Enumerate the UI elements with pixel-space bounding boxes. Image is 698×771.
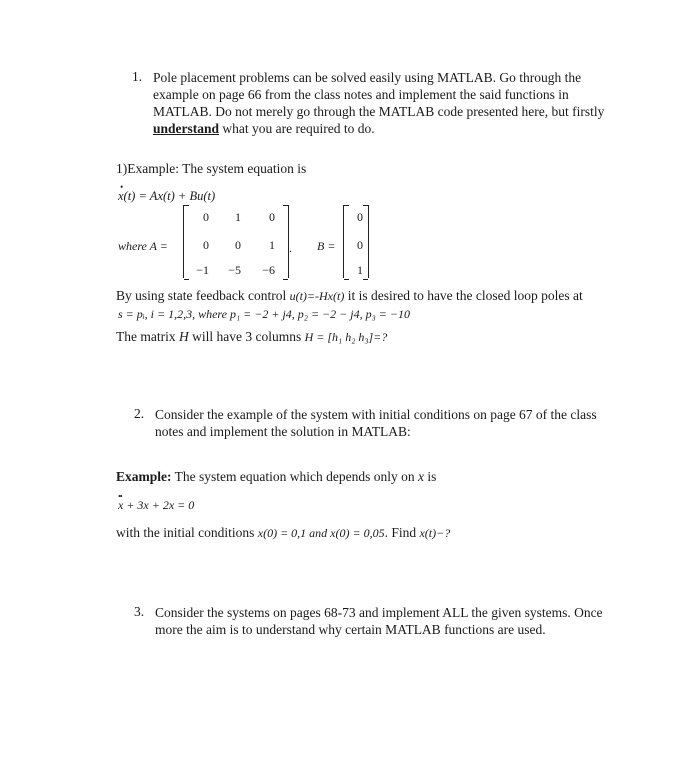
state-equation-text: • x(t) = Ax(t) + Bu(t) [118, 188, 215, 205]
example-2-heading [116, 468, 436, 485]
a-21: 0 [203, 238, 209, 252]
a-11: 0 [203, 210, 209, 224]
ic-post: . Find [384, 525, 420, 540]
matrix-h-mid: will have 3 columns [188, 329, 305, 344]
item-3-number: 3. [134, 604, 145, 619]
item-1-line-4 [153, 120, 604, 137]
matrix-h-line [116, 328, 387, 346]
example-2-equation [118, 497, 194, 514]
example-1-heading [116, 160, 306, 177]
initial-conditions-line [116, 524, 450, 542]
a-32: −5 [228, 263, 241, 277]
item-1-line-4-rest: what you are required to do. [219, 121, 375, 136]
a-13: 0 [269, 210, 275, 224]
item-3-line-1: Consider the systems on pages 68-73 and implement ALL the given systems. Once [155, 605, 603, 620]
item-3-line-2: more the aim is to understand why certain MATLAB functions are used. [155, 622, 546, 637]
item-1-text [153, 69, 604, 137]
matrix-h-pre: The matrix [116, 329, 179, 344]
item-3-text [155, 604, 603, 638]
matrix-a-comma: . [289, 241, 292, 255]
b-3: 1 [357, 263, 363, 277]
item-1-number: 1. [132, 69, 143, 84]
item-2-line-1: Consider the example of the system with initial conditions on page 67 of the class [155, 407, 597, 422]
item-2-line-2: notes and implement the solution in MATLAB: [155, 424, 411, 439]
item-2-number: 2. [134, 406, 145, 421]
a-31: −1 [196, 263, 209, 277]
example-2-label: Example: [116, 469, 172, 484]
item-1-line-2: example on page 66 from the class notes and implement the said functions in [153, 87, 569, 102]
b-label: B = [317, 239, 336, 253]
feedback-control: u(t)=-Hx(t) [289, 289, 345, 303]
state-equation [118, 188, 215, 205]
where-a-label: where A = [118, 239, 168, 253]
example-1-label: 1)Example: [116, 161, 179, 176]
b-2: 0 [357, 238, 363, 252]
underlined-word: understand [153, 121, 220, 136]
item-2-text [155, 406, 597, 440]
example-2-intro: The system equation which depends only on [171, 469, 418, 484]
a-22: 0 [235, 238, 241, 252]
a-23: 1 [269, 238, 275, 252]
example-2-equation-text: •• x + 3x + 2x = 0 [118, 497, 194, 514]
feedback-post: it is desired to have the closed loop poles at [344, 288, 583, 303]
feedback-line [116, 287, 583, 305]
a-12: 1 [235, 210, 241, 224]
matrix-h-symbol: H [178, 329, 189, 344]
example-1-intro: The system equation is [178, 161, 307, 176]
example-2-var: x [417, 469, 424, 484]
example-2-intro-end: is [423, 469, 437, 484]
b-1: 0 [357, 210, 363, 224]
item-1-line-3: MATLAB. Do not merely go through the MATLAB code presented here, but firstly [153, 104, 605, 119]
poles-line: s = pᵢ, i = 1,2,3, where p₁ = −2 + j4, p₂ = −2 − j4, p₃ = −10 [118, 307, 410, 321]
a-33: −6 [262, 263, 275, 277]
ic-find: x(t)−? [419, 526, 451, 540]
ic-equation: x(0) = 0,1 and x(0) = 0,05 [257, 526, 385, 540]
item-1-line-1: Pole placement problems can be solved easily using MATLAB. Go through the [153, 70, 582, 85]
ic-pre: with the initial conditions [116, 525, 258, 540]
feedback-pre: By using state feedback control [116, 288, 290, 303]
matrix-h-equation: H = [h₁ h₂ h₃]=? [304, 330, 388, 344]
